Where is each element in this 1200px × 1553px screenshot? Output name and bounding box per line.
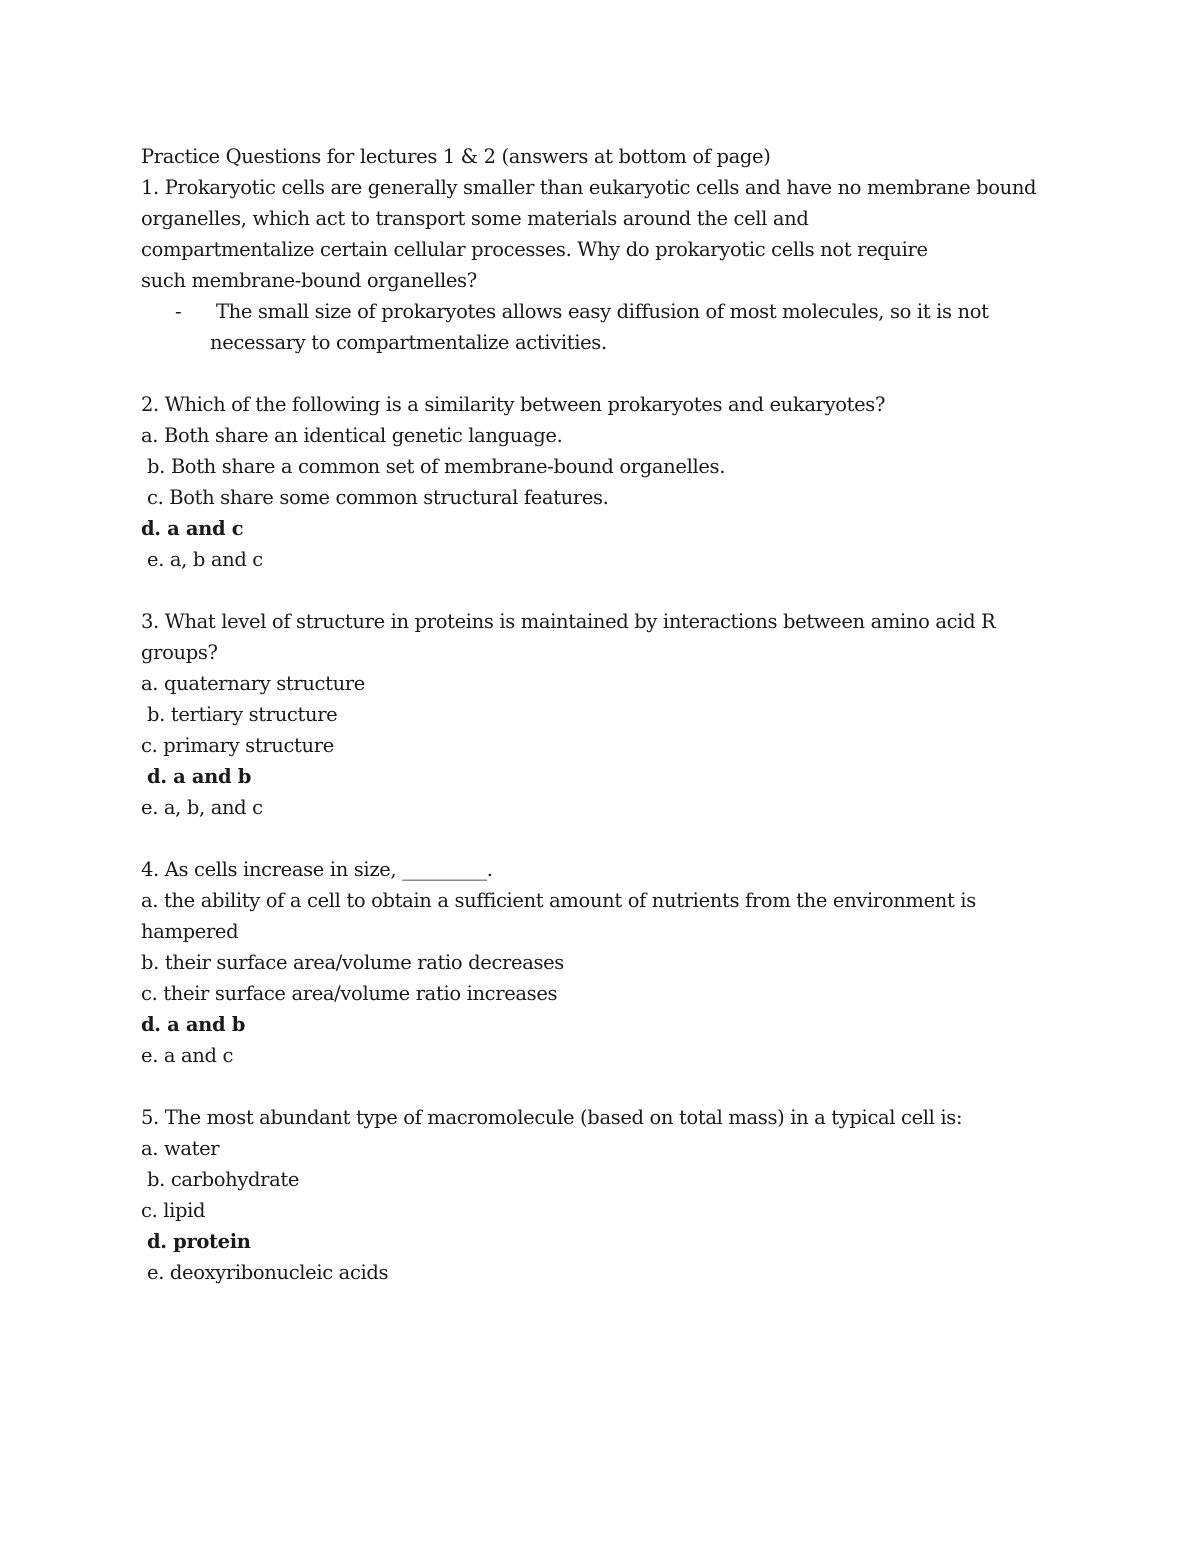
q3-question-line-1: 3. What level of structure in proteins is maintained by interactions between amino acid R: [141, 610, 996, 633]
q3-option-b: b. tertiary structure: [147, 703, 338, 726]
q3-option-d-correct: d. a and b: [147, 765, 252, 788]
q4-option-b: b. their surface area/volume ratio decreases: [141, 951, 564, 974]
spacer: [141, 358, 1061, 389]
spacer: [141, 823, 1061, 854]
q5-option-e: e. deoxyribonucleic acids: [147, 1261, 389, 1284]
q1-line-2: organelles, which act to transport some materials around the cell and: [141, 207, 809, 230]
q2-option-a: a. Both share an identical genetic language.: [141, 424, 563, 447]
q5-option-b: b. carbohydrate: [147, 1168, 300, 1191]
q4-option-a-cont: hampered: [141, 920, 239, 943]
q5-question: 5. The most abundant type of macromolecule (based on total mass) in a typical cell is:: [141, 1106, 963, 1129]
spacer: [141, 575, 1061, 606]
q4-question: 4. As cells increase in size, _________.: [141, 858, 493, 881]
q3-option-a: a. quaternary structure: [141, 672, 365, 695]
q4-option-d-correct: d. a and b: [141, 1013, 246, 1036]
q1-line-1: 1. Prokaryotic cells are generally smaller than eukaryotic cells and have no membrane bound: [141, 176, 1037, 199]
q1-answer-bullet: [141, 296, 1061, 327]
q1-answer-line-1: The small size of prokaryotes allows easy diffusion of most molecules, so it is not: [216, 300, 989, 323]
q5-option-a: a. water: [141, 1137, 220, 1160]
q2-option-e: e. a, b and c: [147, 548, 263, 571]
q3-option-c: c. primary structure: [141, 734, 334, 757]
document-body: [141, 141, 1061, 1288]
q3-question-line-2: groups?: [141, 641, 218, 664]
q4-option-c: c. their surface area/volume ratio increases: [141, 982, 558, 1005]
q4-option-a: a. the ability of a cell to obtain a sufficient amount of nutrients from the environment is: [141, 889, 976, 912]
q2-option-b: b. Both share a common set of membrane-bound organelles.: [147, 455, 726, 478]
q1-line-3: compartmentalize certain cellular processes. Why do prokaryotic cells not require: [141, 238, 928, 261]
document-title: Practice Questions for lectures 1 & 2 (answers at bottom of page): [141, 145, 771, 168]
q4-option-e: e. a and c: [141, 1044, 234, 1067]
q2-question: 2. Which of the following is a similarity between prokaryotes and eukaryotes?: [141, 393, 886, 416]
q2-option-c: c. Both share some common structural features.: [147, 486, 609, 509]
q3-option-e: e. a, b, and c: [141, 796, 263, 819]
q1-answer-line-2: necessary to compartmentalize activities.: [210, 331, 607, 354]
spacer: [141, 1071, 1061, 1102]
q5-option-d-correct: d. protein: [147, 1230, 251, 1253]
bullet-dash: -: [175, 300, 182, 323]
q2-option-d-correct: d. a and c: [141, 517, 244, 540]
q1-line-4: such membrane-bound organelles?: [141, 269, 477, 292]
q5-option-c: c. lipid: [141, 1199, 206, 1222]
